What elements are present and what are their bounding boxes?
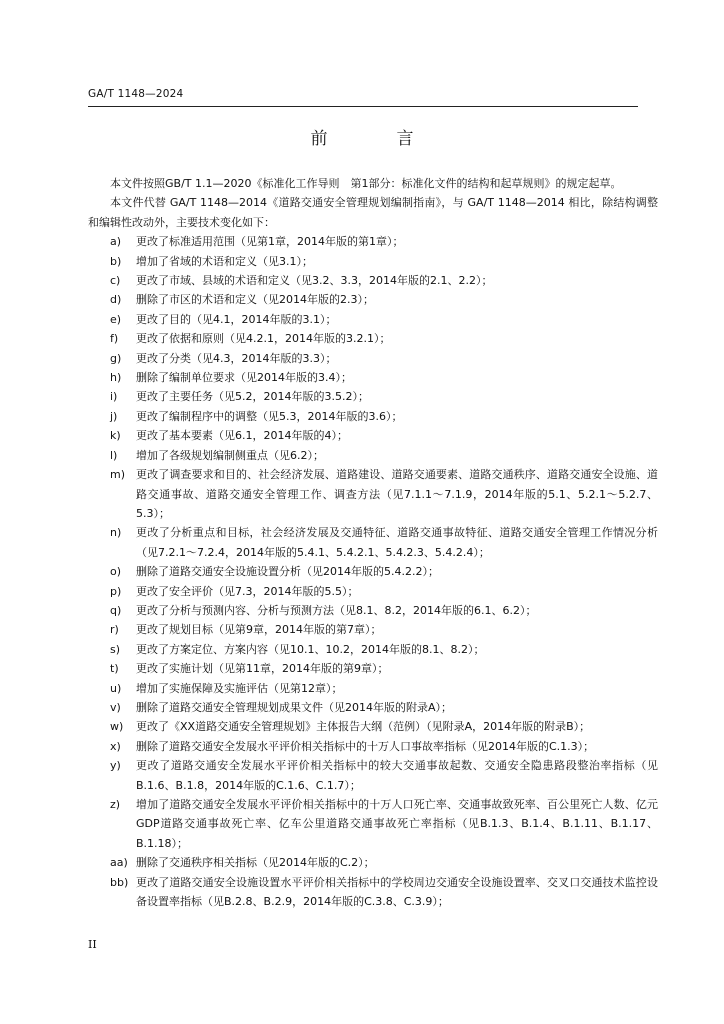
header-rule xyxy=(88,106,638,107)
list-item-text: 更改了分析重点和目标，社会经济发展及交通特征、道路交通事故特征、道路交通安全管理工作情况分析（见7.2.1～7.2.4，2014年版的5.4.1、5.4.2.1、5.4.2.3、5.4.2.4）； xyxy=(136,526,658,559)
list-item-label: z) xyxy=(110,798,121,811)
list-item xyxy=(88,679,658,698)
list-item-label: a) xyxy=(110,235,122,249)
list-item-text: 更改了规划目标（见第9章，2014年版的第7章）； xyxy=(136,623,382,637)
list-item-label: x) xyxy=(110,739,121,753)
changes-list xyxy=(88,232,658,911)
list-item-label: g) xyxy=(110,351,122,365)
list-item-label: d) xyxy=(110,293,122,307)
list-item-label: f) xyxy=(110,332,119,346)
list-item-text: 更改了调查要求和目的、社会经济发展、道路建设、道路交通要素、道路交通秩序、道路交通安全设施、道路交通事故、道路交通安全管理工作、调查方法（见7.1.1～7.1.9，2014年版的5.1、5.2.1～5.2.7、5.3）； xyxy=(136,468,658,520)
list-item-text: 删除了市区的术语和定义（见2014年版的2.3）； xyxy=(136,293,374,307)
list-item-label: c) xyxy=(110,274,121,288)
list-item xyxy=(88,717,658,736)
list-item-label: i) xyxy=(110,390,118,404)
list-item-label: v) xyxy=(110,700,121,714)
page-title: 前 言 xyxy=(310,129,440,149)
list-item-text: 更改了目的（见4.1，2014年版的3.1）； xyxy=(136,312,337,326)
list-item xyxy=(88,659,658,678)
list-item-text: 更改了道路交通安全发展水平评价相关指标中的较大交通事故起数、交通安全隐患路段整治率指标（见B.1.6、B.1.8，2014年版的C.1.6、C.1.7）； xyxy=(136,759,658,792)
list-item-text: 删除了交通秩序相关指标（见2014年版的C.2）； xyxy=(136,856,375,870)
list-item xyxy=(88,640,658,659)
paragraph-replacement: 本文件代替 GA/T 1148—2014《道路交通安全管理规划编制指南》，与 GA/T 1148—2014 相比，除结构调整和编辑性改动外，主要技术变化如下： xyxy=(88,196,658,229)
list-item-text: 更改了市域、县域的术语和定义（见3.2、3.3，2014年版的2.1、2.2）； xyxy=(136,274,493,288)
list-item-label: w) xyxy=(110,720,124,734)
list-item-text: 更改了分析与预测内容、分析与预测方法（见8.1、8.2，2014年版的6.1、6.2）； xyxy=(136,603,537,617)
list-item-text: 增加了实施保障及实施评估（见第12章）； xyxy=(136,681,343,695)
list-item-label: e) xyxy=(110,312,122,326)
list-item-label: t) xyxy=(110,662,119,676)
list-item-label: m) xyxy=(110,468,126,482)
list-item xyxy=(88,620,658,639)
list-item-label: q) xyxy=(110,603,122,617)
list-item-label: y) xyxy=(110,759,121,773)
list-item-label: n) xyxy=(110,526,122,540)
list-item xyxy=(88,601,658,620)
list-item-text: 更改了安全评价（见7.3，2014年版的5.5）； xyxy=(136,584,359,598)
list-item xyxy=(88,873,658,912)
list-item-label: p) xyxy=(110,584,122,598)
list-item-label: b) xyxy=(110,254,122,268)
list-item-label: r) xyxy=(110,623,119,637)
list-item-label: k) xyxy=(110,429,121,443)
list-item-text: 更改了基本要素（见6.1，2014年版的4）； xyxy=(136,429,348,443)
list-item xyxy=(88,562,658,581)
page-number: II xyxy=(88,938,97,951)
list-item-text: 更改了道路交通安全设施设置水平评价相关指标中的学校周边交通安全设施设置率、交叉口交通技术监控设备设置率指标（见B.2.8、B.2.9，2014年版的C.3.8、C.3.9）； xyxy=(136,875,658,909)
list-item-label: u) xyxy=(110,681,122,695)
list-item-text: 更改了实施计划（见第11章，2014年版的第9章）； xyxy=(136,662,389,676)
list-item-label: s) xyxy=(110,642,121,656)
list-item xyxy=(88,329,658,348)
list-item-text: 删除了道路交通安全管理规划成果文件（见2014年版的附录A）； xyxy=(136,700,453,714)
list-item xyxy=(88,853,658,872)
list-item xyxy=(88,290,658,309)
list-item xyxy=(88,737,658,756)
list-item-text: 更改了方案定位、方案内容（见10.1、10.2，2014年版的8.1、8.2）； xyxy=(136,642,485,656)
list-item-label: o) xyxy=(110,565,122,579)
list-item xyxy=(88,252,658,271)
list-item xyxy=(88,310,658,329)
list-item-label: j) xyxy=(110,409,118,423)
list-item xyxy=(88,446,658,465)
list-item-text: 更改了标准适用范围（见第1章，2014年版的第1章）； xyxy=(136,235,404,249)
list-item xyxy=(88,756,658,795)
list-item xyxy=(88,232,658,251)
list-item-label: l) xyxy=(110,448,118,462)
list-item-text: 删除了编制单位要求（见2014年版的3.4）； xyxy=(136,371,352,385)
list-item xyxy=(88,582,658,601)
list-item-label: h) xyxy=(110,371,122,385)
list-item xyxy=(88,271,658,290)
list-item xyxy=(88,698,658,717)
list-item-text: 更改了《XX道路交通安全管理规划》主体报告大纲（范例）（见附录A，2014年版的附录B）； xyxy=(136,720,591,734)
list-item xyxy=(88,465,658,523)
list-item xyxy=(88,795,658,853)
list-item-text: 增加了各级规划编制侧重点（见6.2）； xyxy=(136,448,324,462)
list-item-text: 更改了编制程序中的调整（见5.3，2014年版的3.6）； xyxy=(136,409,403,423)
list-item-text: 更改了分类（见4.3，2014年版的3.3）； xyxy=(136,351,337,365)
list-item-text: 更改了依据和原则（见4.2.1，2014年版的3.2.1）； xyxy=(136,332,391,346)
paragraph-basis: 本文件按照GB/T 1.1—2020《标准化工作导则 第1部分：标准化文件的结构和起草规则》的规定起草。 xyxy=(110,177,622,190)
list-item-label: bb) xyxy=(110,875,129,889)
list-item-text: 增加了省域的术语和定义（见3.1）； xyxy=(136,254,313,268)
list-item xyxy=(88,387,658,406)
list-item-text: 删除了道路交通安全设施设置分析（见2014年版的5.4.2.2）； xyxy=(136,565,439,579)
list-item-text: 删除了道路交通安全发展水平评价相关指标中的十万人口事故率指标（见2014年版的C.1.3）； xyxy=(136,739,595,753)
foreword-body xyxy=(88,174,658,911)
list-item-label: aa) xyxy=(110,856,128,870)
list-item xyxy=(88,368,658,387)
list-item-text: 增加了道路交通安全发展水平评价相关指标中的十万人口死亡率、交通事故致死率、百公里死亡人数、亿元GDP道路交通事故死亡率、亿车公里道路交通事故死亡率指标（见B.1.3、B.1.4、B.1.11、B.1.17、B.1.18）； xyxy=(136,798,658,850)
list-item xyxy=(88,407,658,426)
list-item xyxy=(88,349,658,368)
standard-code: GA/T 1148—2024 xyxy=(88,88,184,100)
list-item xyxy=(88,426,658,445)
list-item xyxy=(88,523,658,562)
list-item-text: 更改了主要任务（见5.2，2014年版的3.5.2）； xyxy=(136,390,369,404)
